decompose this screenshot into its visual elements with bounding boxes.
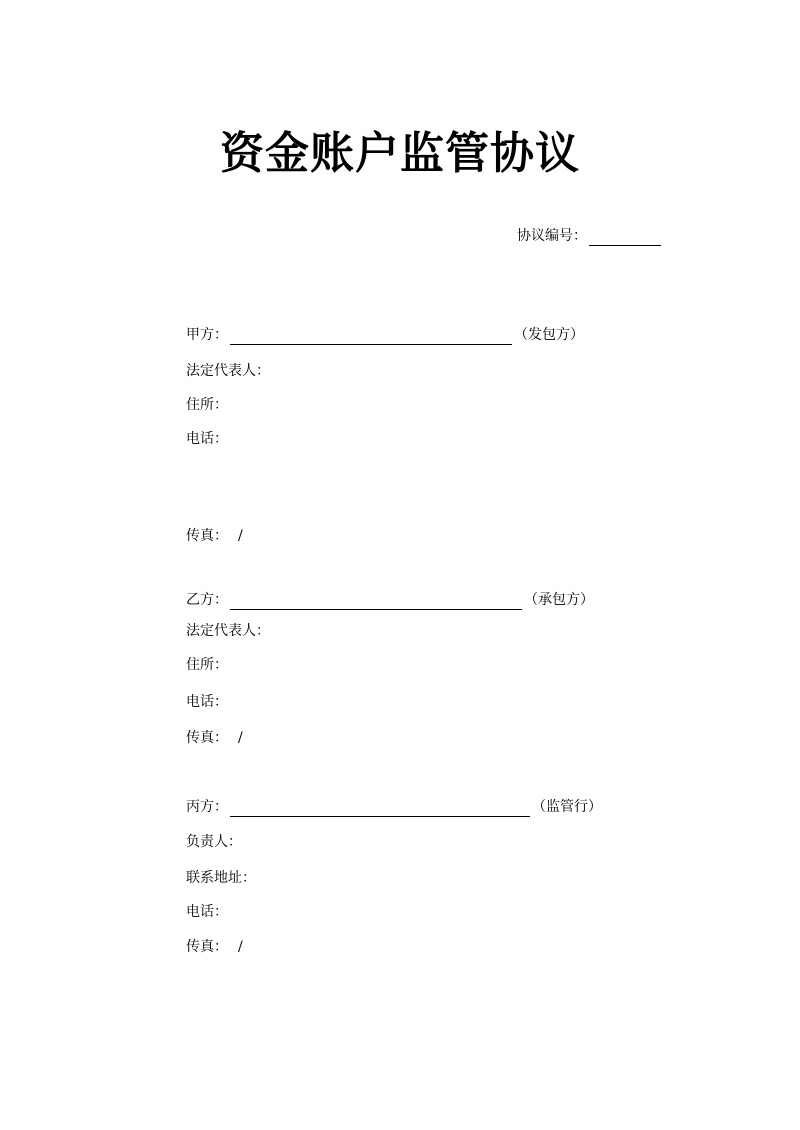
agreement-number-blank [589, 231, 661, 246]
party-c-fax-value: / [238, 939, 243, 955]
party-a-phone: 电话： [186, 431, 228, 447]
party-b-fax [186, 728, 243, 748]
party-a-fax-value: / [238, 528, 243, 544]
party-a-fax-label: 传真： [186, 528, 228, 544]
party-c-phone: 电话： [186, 904, 228, 920]
party-c-name-blank [230, 802, 530, 817]
party-a-address: 住所： [186, 397, 228, 413]
party-b-phone: 电话： [186, 694, 228, 710]
party-b-address: 住所： [186, 657, 228, 673]
party-b-line [186, 590, 594, 610]
party-a-fax [186, 526, 243, 546]
party-c-label: 丙方： [186, 799, 228, 815]
document-title: 资金账户监管协议 [220, 128, 580, 179]
party-c-contact-address: 联系地址： [186, 870, 256, 886]
party-c-fax-label: 传真： [186, 939, 228, 955]
party-b-role: （承包方） [524, 592, 594, 608]
party-c-line [186, 797, 602, 817]
party-c-fax [186, 937, 243, 957]
agreement-number [517, 226, 661, 246]
party-a-legal-rep: 法定代表人： [186, 363, 270, 379]
party-b-name-blank [230, 595, 522, 610]
party-b-fax-label: 传真： [186, 730, 228, 746]
party-b-label: 乙方： [186, 592, 228, 608]
party-a-name-blank [230, 330, 512, 345]
party-c-person-in-charge: 负责人： [186, 834, 242, 850]
party-b-fax-value: / [238, 730, 243, 746]
party-a-line [186, 325, 584, 345]
party-a-role: （发包方） [514, 327, 584, 343]
party-a-label: 甲方： [186, 327, 228, 343]
party-b-legal-rep: 法定代表人： [186, 623, 270, 639]
agreement-number-label: 协议编号： [517, 228, 587, 244]
party-c-role: （监管行） [532, 799, 602, 815]
